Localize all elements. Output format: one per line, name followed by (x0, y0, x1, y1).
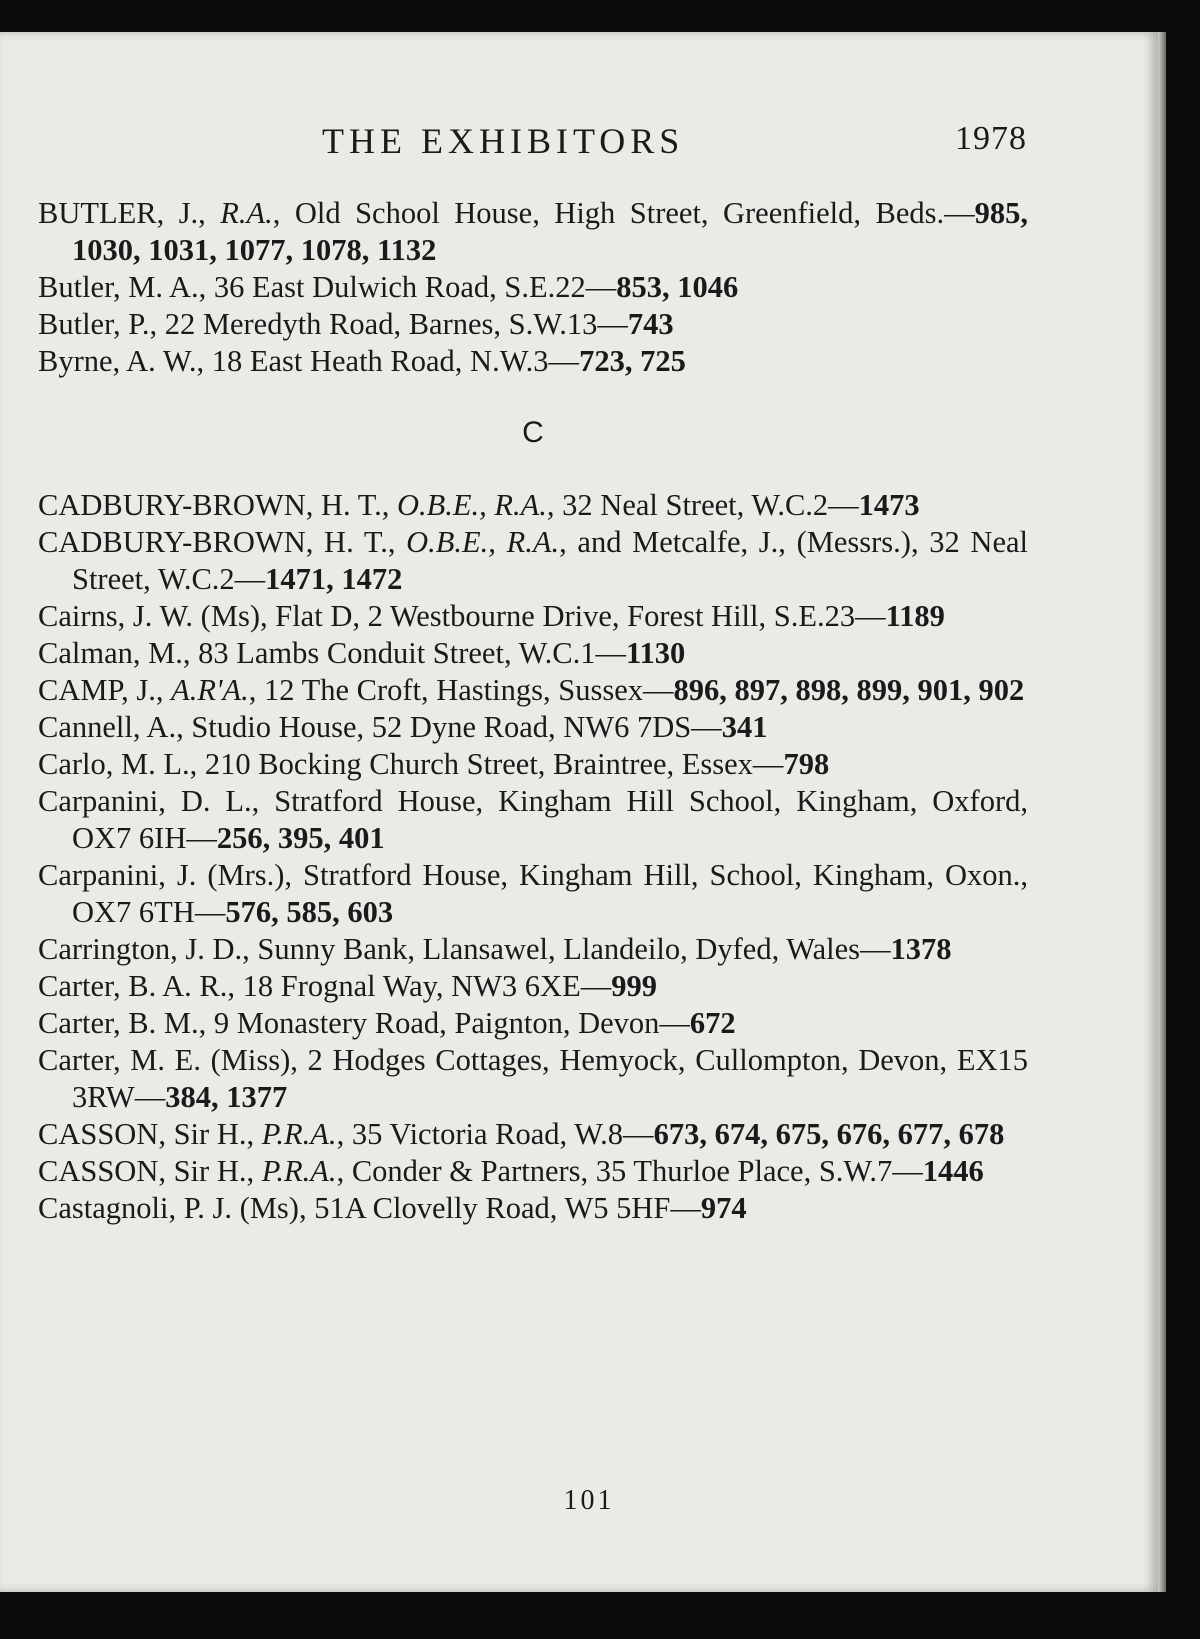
exhibitor-entry (38, 487, 1028, 524)
exhibit-numbers: 673, 674, 675, 676, 677, 678 (653, 1117, 1005, 1151)
exhibitor-address: Flat D, 2 Westbourne Drive, Forest Hill, S.E.23— (275, 599, 886, 633)
exhibitor-entry (38, 306, 1028, 343)
exhibitor-name: Carlo, M. L., (38, 747, 205, 781)
exhibitor-address: 22 Meredyth Road, Barnes, S.W.13— (164, 307, 628, 341)
exhibitor-address: , and Metcalfe, J., (Messrs.), 32 Neal Street, W.C.2— (72, 525, 1028, 596)
exhibitor-address: Stratford House, Kingham Hill School, Kingham, Oxford, OX7 6IH— (72, 784, 1028, 855)
exhibitor-title: P.R.A. (261, 1154, 337, 1188)
exhibitor-title: O.B.E., R.A. (396, 488, 547, 522)
exhibitor-name: Carter, B. M., (38, 1006, 214, 1040)
exhibit-numbers: 1446 (922, 1154, 984, 1188)
entries-c (38, 487, 1028, 1227)
exhibitor-name: Carter, B. A. R., (38, 969, 243, 1003)
exhibitor-entry (38, 1190, 1028, 1227)
entries-b (38, 195, 1028, 380)
exhibitor-name: CASSON, Sir H., (38, 1154, 262, 1188)
exhibit-numbers: 743 (627, 307, 674, 341)
exhibitor-name: Cannell, A., (38, 710, 192, 744)
exhibitor-name: Carrington, J. D., (38, 932, 258, 966)
exhibitor-address: , Old School House, High Street, Greenfield, Beds.— (272, 196, 975, 230)
exhibitor-entry (38, 195, 1028, 269)
exhibitor-title: A.R'A. (171, 673, 249, 707)
exhibitor-entry (38, 343, 1028, 380)
exhibitor-entry (38, 931, 1028, 968)
exhibitor-title: P.R.A. (261, 1117, 337, 1151)
exhibit-numbers: 999 (611, 969, 657, 1003)
exhibit-numbers: 1378 (890, 932, 952, 966)
exhibitor-address: Studio House, 52 Dyne Road, NW6 7DS— (191, 710, 722, 744)
exhibitor-name: Byrne, A. W., (38, 344, 212, 378)
exhibitor-name: Carpanini, J. (Mrs.), (38, 858, 304, 892)
exhibitor-entry (38, 1153, 1028, 1190)
exhibitor-address: 9 Monastery Road, Paignton, Devon— (213, 1006, 690, 1040)
exhibit-numbers: 1189 (885, 599, 945, 633)
exhibitor-entry (38, 598, 1028, 635)
page-header (0, 120, 1158, 164)
exhibitor-entry (38, 783, 1028, 857)
exhibitor-title: O.B.E., R.A. (406, 525, 560, 559)
exhibitor-name: CASSON, Sir H., (38, 1117, 262, 1151)
exhibitor-name: Butler, M. A., (38, 270, 214, 304)
exhibit-numbers: 672 (689, 1006, 736, 1040)
exhibitor-title: R.A. (220, 196, 273, 230)
exhibit-numbers: 256, 395, 401 (216, 821, 385, 855)
exhibit-numbers: 974 (700, 1191, 747, 1225)
exhibitor-address: , Conder & Partners, 35 Thurloe Place, S.W.7— (336, 1154, 923, 1188)
exhibitor-entry (38, 1116, 1028, 1153)
year: 1978 (955, 120, 1027, 157)
exhibit-numbers: 723, 725 (579, 344, 686, 378)
exhibitor-name: CADBURY-BROWN, H. T., (38, 525, 407, 559)
exhibitor-name: Butler, P., (38, 307, 165, 341)
exhibitor-entry (38, 269, 1028, 306)
exhibitor-entry (38, 1042, 1028, 1116)
exhibitor-entry (38, 746, 1028, 783)
exhibitor-entry (38, 524, 1028, 598)
exhibit-numbers: 798 (783, 747, 830, 781)
exhibit-numbers: 896, 897, 898, 899, 901, 902 (673, 673, 1025, 707)
exhibitor-address: , 35 Victoria Road, W.8— (336, 1117, 654, 1151)
running-title: THE EXHIBITORS (322, 121, 685, 161)
exhibitor-address: 2 Hodges Cottages, Hemyock, Cullompton, Devon, EX15 3RW— (72, 1043, 1028, 1114)
exhibitor-name: Cairns, J. W. (Ms), (38, 599, 276, 633)
exhibitor-name: Castagnoli, P. J. (Ms), (38, 1191, 315, 1225)
exhibitor-address: , 12 The Croft, Hastings, Sussex— (248, 673, 674, 707)
exhibit-numbers: 576, 585, 603 (225, 895, 394, 929)
exhibit-numbers: 985, 1030, 1031, 1077, 1078, 1132 (72, 196, 1028, 267)
exhibitor-address: , 32 Neal Street, W.C.2— (546, 488, 859, 522)
exhibit-numbers: 341 (721, 710, 768, 744)
exhibitor-entry (38, 1005, 1028, 1042)
exhibitor-address: 18 East Heath Road, N.W.3— (211, 344, 580, 378)
exhibitor-name: CAMP, J., (38, 673, 172, 707)
exhibitor-entry (38, 968, 1028, 1005)
section-letter: C (522, 416, 544, 449)
exhibitor-address: 18 Frognal Way, NW3 6XE— (242, 969, 612, 1003)
exhibit-numbers: 384, 1377 (165, 1080, 288, 1114)
exhibitor-address: Stratford House, Kingham Hill, School, Kingham, Oxon., OX7 6TH— (72, 858, 1028, 929)
exhibitor-name: CADBURY-BROWN, H. T., (38, 488, 397, 522)
exhibitor-address: Sunny Bank, Llansawel, Llandeilo, Dyfed, Wales— (257, 932, 891, 966)
exhibitor-name: Carter, M. E. (Miss), (38, 1043, 308, 1077)
exhibitor-address: 36 East Dulwich Road, S.E.22— (213, 270, 617, 304)
exhibitor-address: 210 Bocking Church Street, Braintree, Essex— (204, 747, 784, 781)
exhibitor-name: BUTLER, J., (38, 196, 221, 230)
page-edge (1158, 32, 1166, 1592)
exhibitor-address: 51A Clovelly Road, W5 5HF— (314, 1191, 701, 1225)
exhibitor-list (38, 195, 1028, 1227)
exhibit-numbers: 853, 1046 (616, 270, 739, 304)
exhibitor-address: 83 Lambs Conduit Street, W.C.1— (198, 636, 626, 670)
exhibit-numbers: 1130 (625, 636, 686, 670)
exhibitor-name: Calman, M., (38, 636, 199, 670)
exhibit-numbers: 1471, 1472 (265, 562, 403, 596)
page-number: 101 (563, 1485, 615, 1516)
exhibitor-entry (38, 672, 1028, 709)
exhibitor-entry (38, 635, 1028, 672)
exhibit-numbers: 1473 (858, 488, 920, 522)
exhibitor-name: Carpanini, D. L., (38, 784, 275, 818)
exhibitor-entry (38, 709, 1028, 746)
exhibitor-entry (38, 857, 1028, 931)
